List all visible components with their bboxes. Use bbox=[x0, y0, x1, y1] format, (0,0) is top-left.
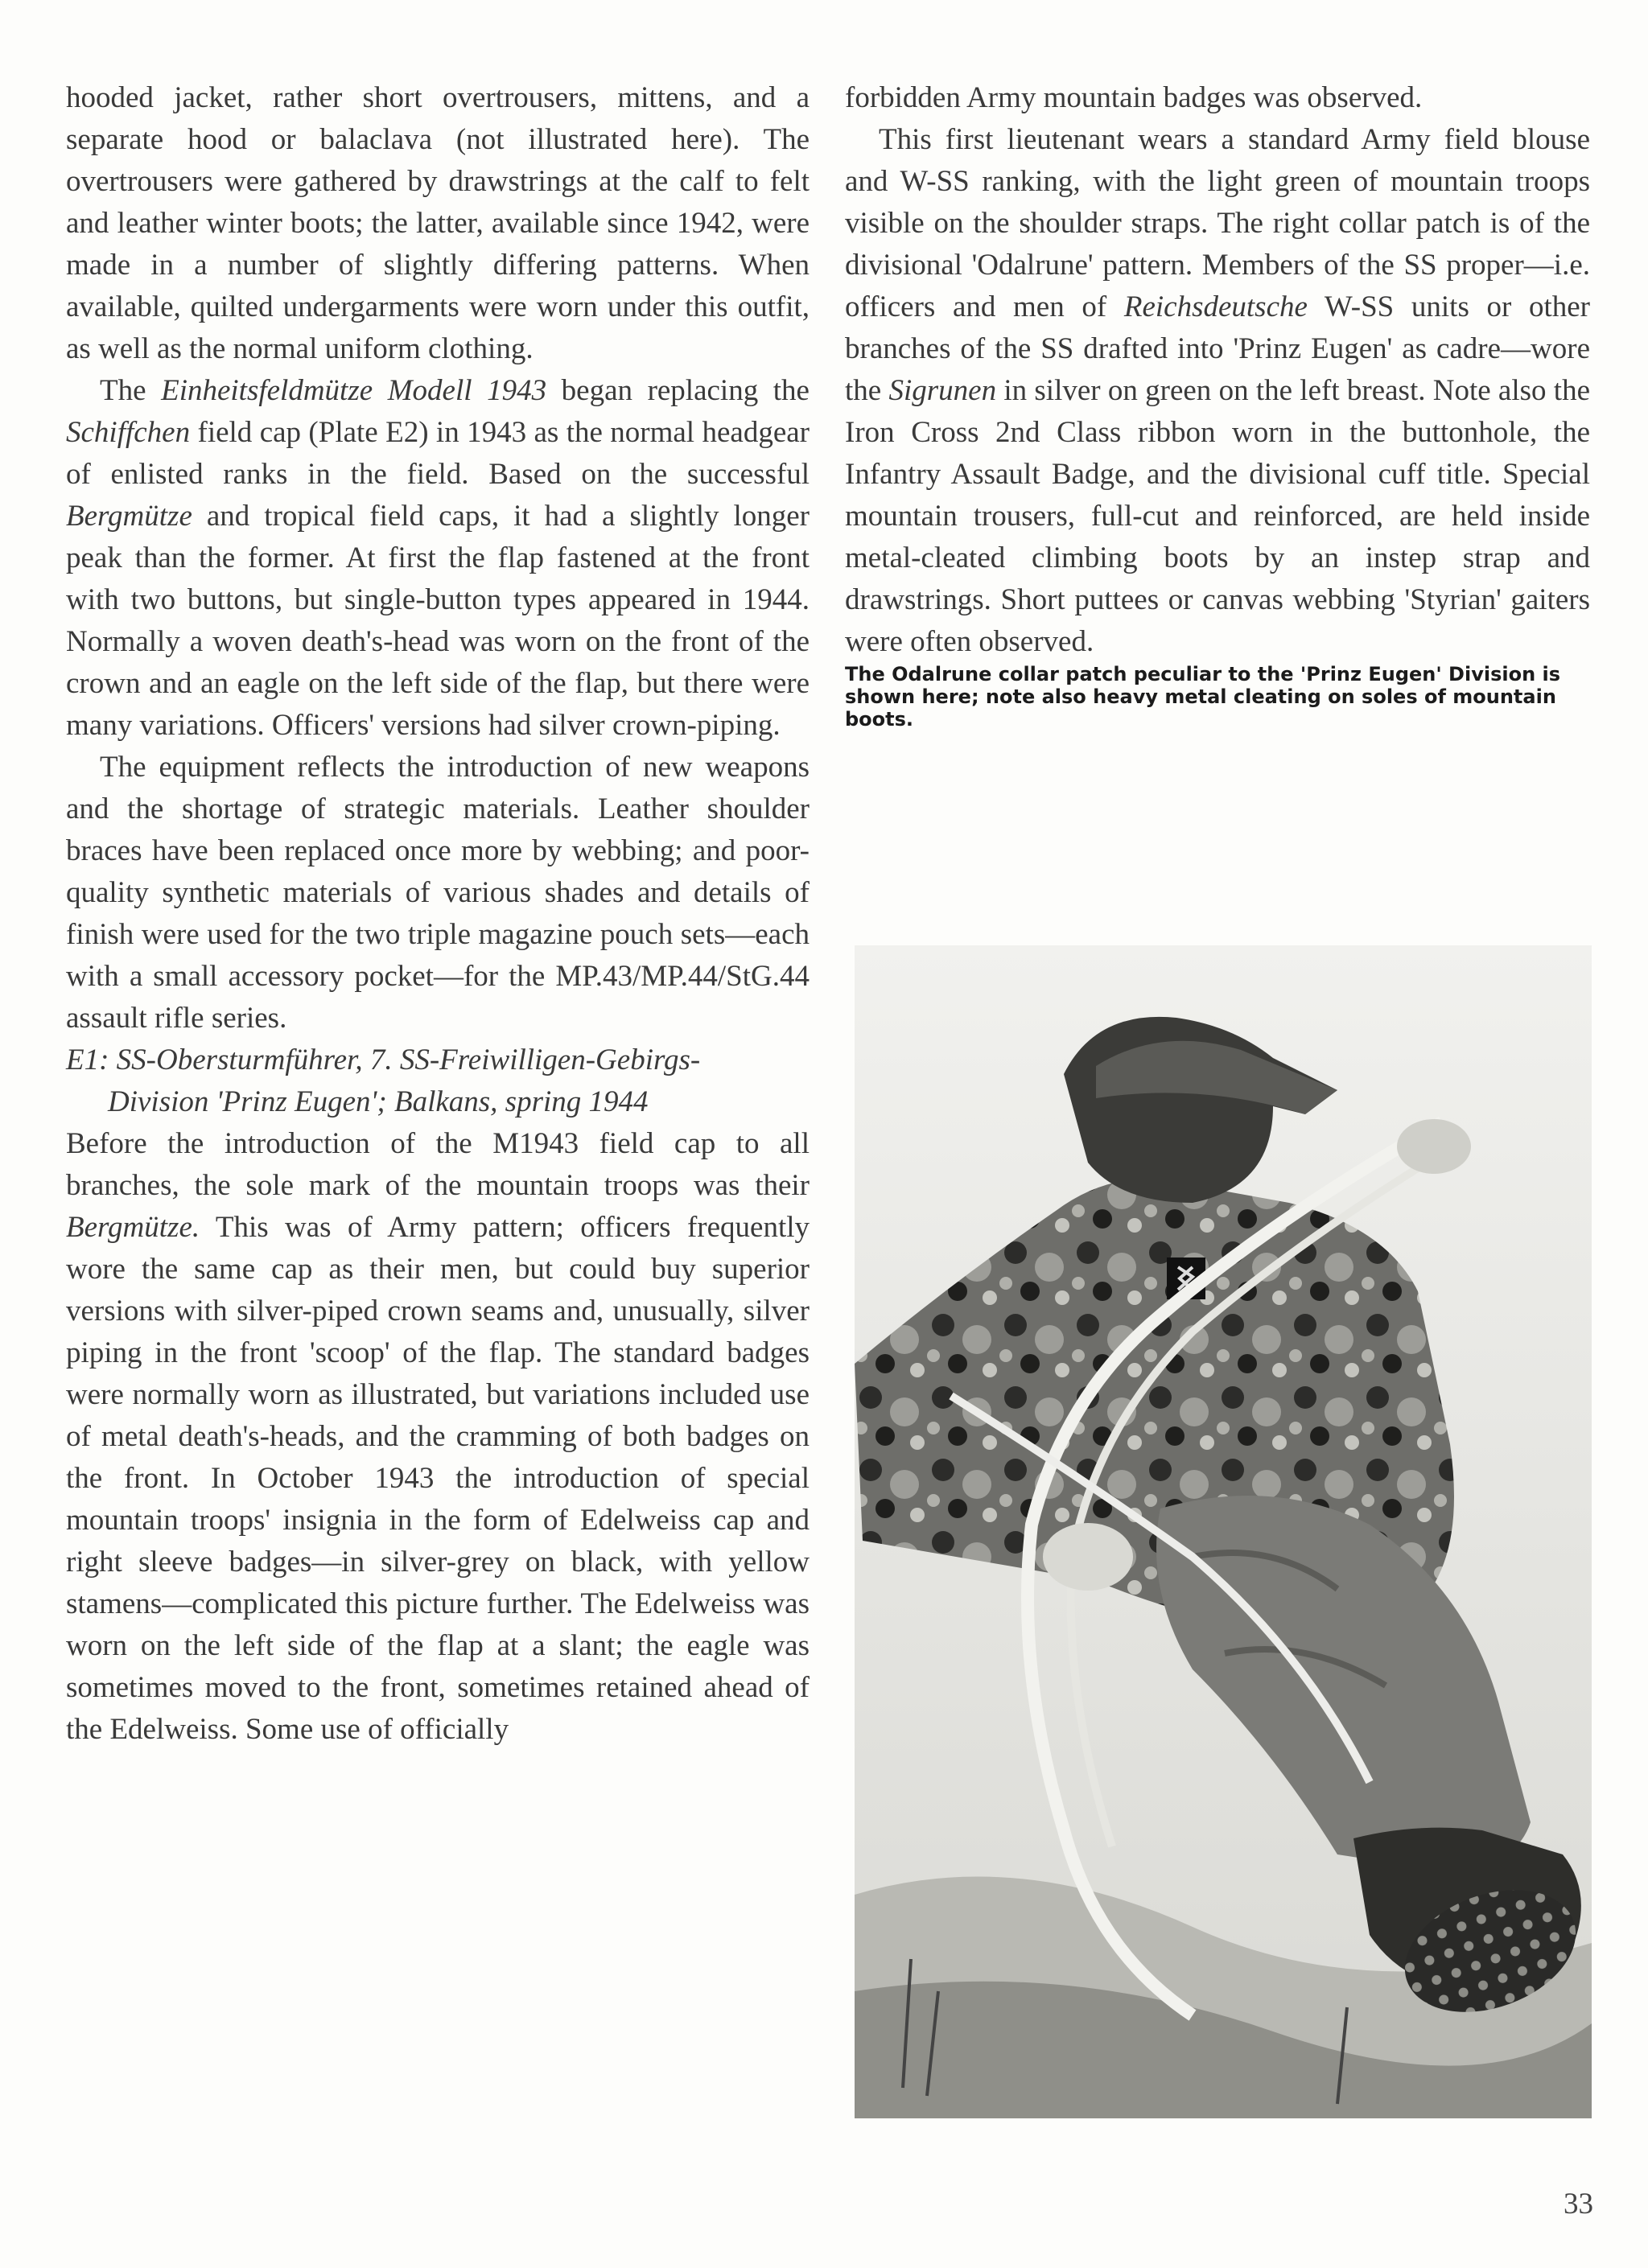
text-run: began replacing the bbox=[546, 374, 810, 407]
paragraph-text: The equipment reflects the introduction of new weapons and the shortage of strategic materials. Leather shoulder braces have been replaced once more by webbing; and poor-quality synthetic materials of various shades and details of finish were used for the two triple magazine pouch sets—each with a small accessory pocket—for the MP.43/MP.44/StG.44 assault rifle series. bbox=[66, 751, 810, 1035]
heading-line-2: Division 'Prinz Eugen'; Balkans, spring 1944 bbox=[108, 1085, 649, 1118]
paragraph-bergmuetze bbox=[66, 1123, 810, 1751]
photograph-mountain-soldier bbox=[855, 945, 1592, 2118]
plate-heading-e1 bbox=[66, 1039, 810, 1123]
text-run: Before the introduction of the M1943 field cap to all branches, the sole mark of the mountain troops was their bbox=[66, 1127, 810, 1202]
text-run: W-SS units or other branches of the SS drafted into 'Prinz Eugen' as cadre—wore the bbox=[845, 290, 1590, 407]
photo-caption: The Odalrune collar patch peculiar to the 'Prinz Eugen' Division is shown here; note also heavy metal cleating on soles of mountain boots. bbox=[845, 663, 1561, 731]
italic-term: Bergmütze. bbox=[66, 1211, 200, 1244]
paragraph-text: forbidden Army mountain badges was observed. bbox=[845, 81, 1423, 114]
italic-term: Einheitsfeldmütze Modell 1943 bbox=[161, 374, 547, 407]
paragraph-continued bbox=[845, 77, 1590, 119]
paragraph-winter-clothing bbox=[66, 77, 810, 370]
text-run: and tropical field caps, it had a slightly longer peak than the former. At first the flap fastened at the front with two buttons, but single-button types appeared in 1944. Normally a woven death's-head was worn on the front of the crown and an eagle on the left side of the flap, but there were many variations. Officers' versions had silver crown-piping. bbox=[66, 500, 810, 742]
text-run: field cap (Plate E2) in 1943 as the normal headgear of enlisted ranks in the field. Based on the successful bbox=[66, 416, 810, 491]
text-run: The bbox=[100, 374, 162, 407]
text-run: in silver on green on the left breast. Note also the Iron Cross 2nd Class ribbon worn in the buttonhole, the Infantry Assault Badge, and the divisional cuff title. Special mountain trousers, full-cut and reinforced, are held inside metal-cleated climbing boots by an instep strap and drawstrings. Short puttees or canvas webbing 'Styrian' gaiters were often observed. bbox=[845, 374, 1591, 658]
page-number: 33 bbox=[1564, 2188, 1593, 2221]
italic-term: Reichsdeutsche bbox=[1123, 290, 1308, 323]
paragraph-first-lieutenant bbox=[845, 119, 1590, 663]
paragraph-equipment bbox=[66, 747, 810, 1039]
italic-term: Bergmütze bbox=[66, 500, 192, 533]
right-text-column bbox=[845, 77, 1590, 731]
text-run: This was of Army pattern; officers frequently wore the same cap as their men, but could buy superior versions with silver-piped crown seams and, unusually, silver piping in the front 'scoop' of the flap. The standard badges were normally worn as illustrated, but variations included use of metal death's-heads, and the cramming of both badges on the front. In October 1943 the introduction of special mountain troops' insignia in the form of Edelweiss cap and right sleeve badges—in silver-grey on black, with yellow stamens—complicated this picture further. The Edelweiss was worn on the left side of the flap at a slant; the eagle was sometimes moved to the front, sometimes retained ahead of the Edelweiss. Some use of officially bbox=[66, 1211, 810, 1746]
paragraph-text: hooded jacket, rather short overtrousers, mittens, and a separate hood or balaclava (not illustrated here). The overtrousers were gathered by drawstrings at the calf to felt and leather winter boots; the latter, available since 1942, were made in a number of slightly differing patterns. When available, quilted undergarments were worn under this outfit, as well as the normal uniform clothing. bbox=[66, 81, 810, 365]
text-run: This first lieutenant wears a standard Army field blouse and W-SS ranking, with the light green of mountain troops visible on the shoulder straps. The right collar patch is of the divisional 'Odalrune' pattern. Members of the SS proper—i.e. officers and men of bbox=[845, 123, 1590, 323]
photograph-illustration bbox=[855, 945, 1592, 2118]
paragraph-field-cap bbox=[66, 370, 810, 747]
left-text-column bbox=[66, 77, 810, 1751]
italic-term: Schiffchen bbox=[66, 416, 191, 449]
heading-line-1: E1: SS-Obersturmführer, 7. SS-Freiwilligen-Gebirgs- bbox=[66, 1043, 701, 1076]
italic-term: Sigrunen bbox=[888, 374, 997, 407]
